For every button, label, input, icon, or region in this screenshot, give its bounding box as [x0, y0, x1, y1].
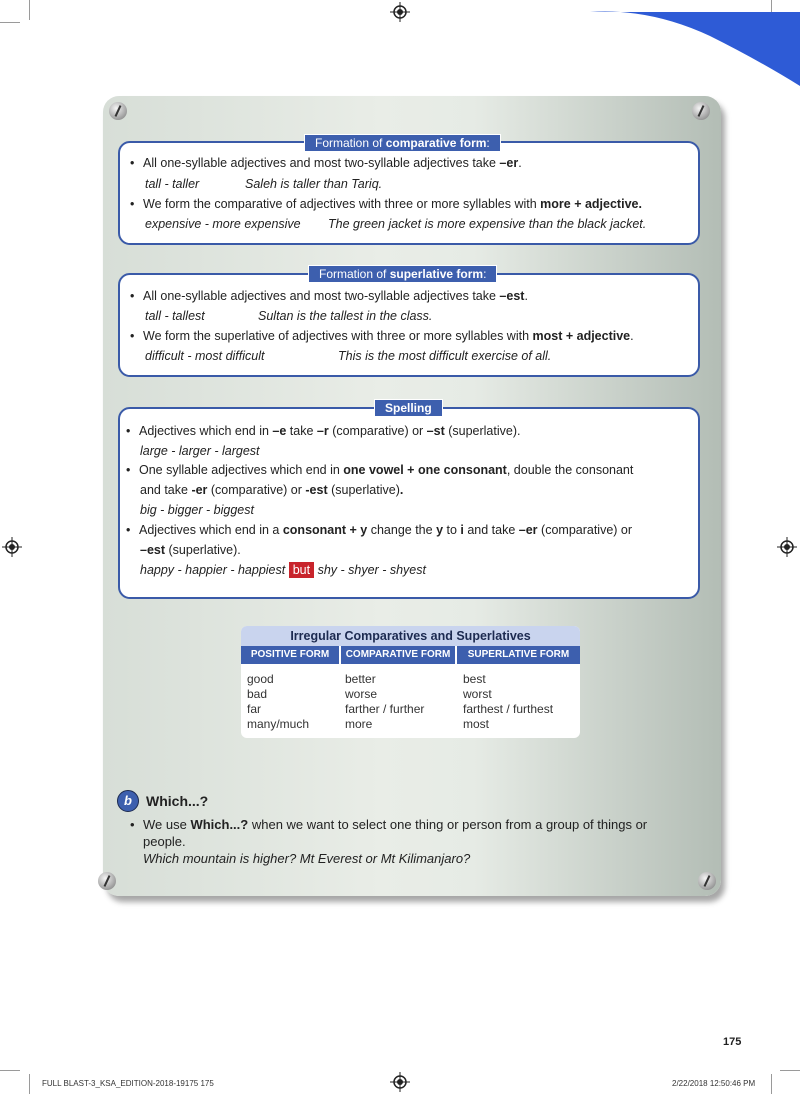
crop-mark	[0, 22, 20, 23]
crop-mark	[0, 1070, 20, 1071]
screw-icon	[109, 102, 127, 120]
superlative-example-1-sentence: Sultan is the tallest in the class.	[258, 309, 433, 323]
which-example: Which mountain is higher? Mt Everest or Mt Kilimanjaro?	[143, 851, 471, 866]
crop-mark	[771, 1074, 772, 1094]
table-cell: many/much	[247, 717, 310, 731]
table-cell: worse	[345, 687, 378, 701]
table-cell: best	[463, 672, 486, 686]
table-cell: worst	[463, 687, 492, 701]
header-positive: POSITIVE FORM	[241, 646, 339, 664]
table-cell: farthest / furthest	[463, 702, 554, 716]
comparative-rule-1: • All one-syllable adjectives and most two-syllable adjectives take –er.	[143, 155, 522, 171]
section-letter-icon: b	[117, 790, 139, 812]
table-cell: most	[463, 717, 490, 731]
superlative-example-2-words: difficult - most difficult	[145, 349, 265, 363]
comparative-example-1-words: tall - taller	[145, 177, 200, 191]
registration-mark-icon	[777, 537, 797, 557]
comparative-rule-2: • We form the comparative of adjectives with three or more syllables with more + adjective.	[143, 196, 642, 212]
superlative-rule-1: • All one-syllable adjectives and most two-syllable adjectives take –est.	[143, 288, 528, 304]
table-cell: far	[247, 702, 262, 716]
table-cell: bad	[247, 687, 268, 701]
spelling-example-1: large - larger - largest	[140, 444, 260, 458]
spelling-example-2: big - bigger - biggest	[140, 503, 254, 517]
spelling-rule-2-cont: and take -er (comparative) or -est (superlative).	[140, 483, 404, 497]
table-cell: more	[345, 717, 373, 731]
spelling-example-3: happy - happier - happiest but shy - shyer - shyest	[140, 563, 426, 577]
comparative-example-2-sentence: The green jacket is more expensive than the black jacket.	[328, 217, 647, 231]
spelling-rule-3: • Adjectives which end in a consonant + y change the y to i and take –er (comparative) or	[139, 522, 632, 538]
irregular-table-title: Irregular Comparatives and Superlatives	[241, 626, 580, 646]
page-number: 175	[723, 1036, 742, 1048]
superlative-box-title: Formation of superlative form:	[308, 265, 497, 283]
but-label: but	[289, 562, 314, 578]
footer-right: 2/22/2018 12:50:46 PM	[672, 1079, 756, 1088]
superlative-example-2-sentence: This is the most difficult exercise of all.	[338, 349, 552, 363]
crop-mark	[780, 1070, 800, 1071]
which-heading: Which...?	[146, 793, 209, 809]
header-superlative: SUPERLATIVE FORM	[457, 646, 580, 664]
corner-decoration	[590, 6, 800, 86]
superlative-rule-2: • We form the superlative of adjectives with three or more syllables with most + adjective.	[143, 328, 634, 344]
registration-mark-icon	[390, 2, 410, 22]
which-rule-cont: people.	[143, 834, 186, 849]
comparative-example-1-sentence: Saleh is taller than Tariq.	[245, 177, 383, 191]
superlative-example-1-words: tall - tallest	[145, 309, 205, 323]
screw-icon	[692, 102, 710, 120]
irregular-table	[241, 626, 580, 738]
comparative-box-title: Formation of comparative form:	[304, 134, 501, 152]
table-cell: better	[345, 672, 376, 686]
registration-mark-icon	[390, 1072, 410, 1092]
registration-mark-icon	[2, 537, 22, 557]
screw-icon	[98, 872, 116, 890]
which-rule: • We use Which...? when we want to select one thing or person from a group of things or	[143, 817, 647, 833]
spelling-box-title: Spelling	[374, 399, 443, 417]
table-cell: good	[247, 672, 274, 686]
comparative-example-2-words: expensive - more expensive	[145, 217, 301, 231]
header-comparative: COMPARATIVE FORM	[341, 646, 455, 664]
footer-left: FULL BLAST-3_KSA_EDITION-2018-19175 175	[42, 1079, 214, 1088]
spelling-rule-3-cont: –est (superlative).	[140, 543, 241, 557]
screw-icon	[698, 872, 716, 890]
table-cell: farther / further	[345, 702, 425, 716]
spelling-rule-1: • Adjectives which end in –e take –r (comparative) or –st (superlative).	[139, 423, 520, 439]
spelling-rule-2: • One syllable adjectives which end in one vowel + one consonant, double the consonant	[139, 462, 633, 478]
crop-mark	[29, 0, 30, 20]
crop-mark	[29, 1074, 30, 1094]
